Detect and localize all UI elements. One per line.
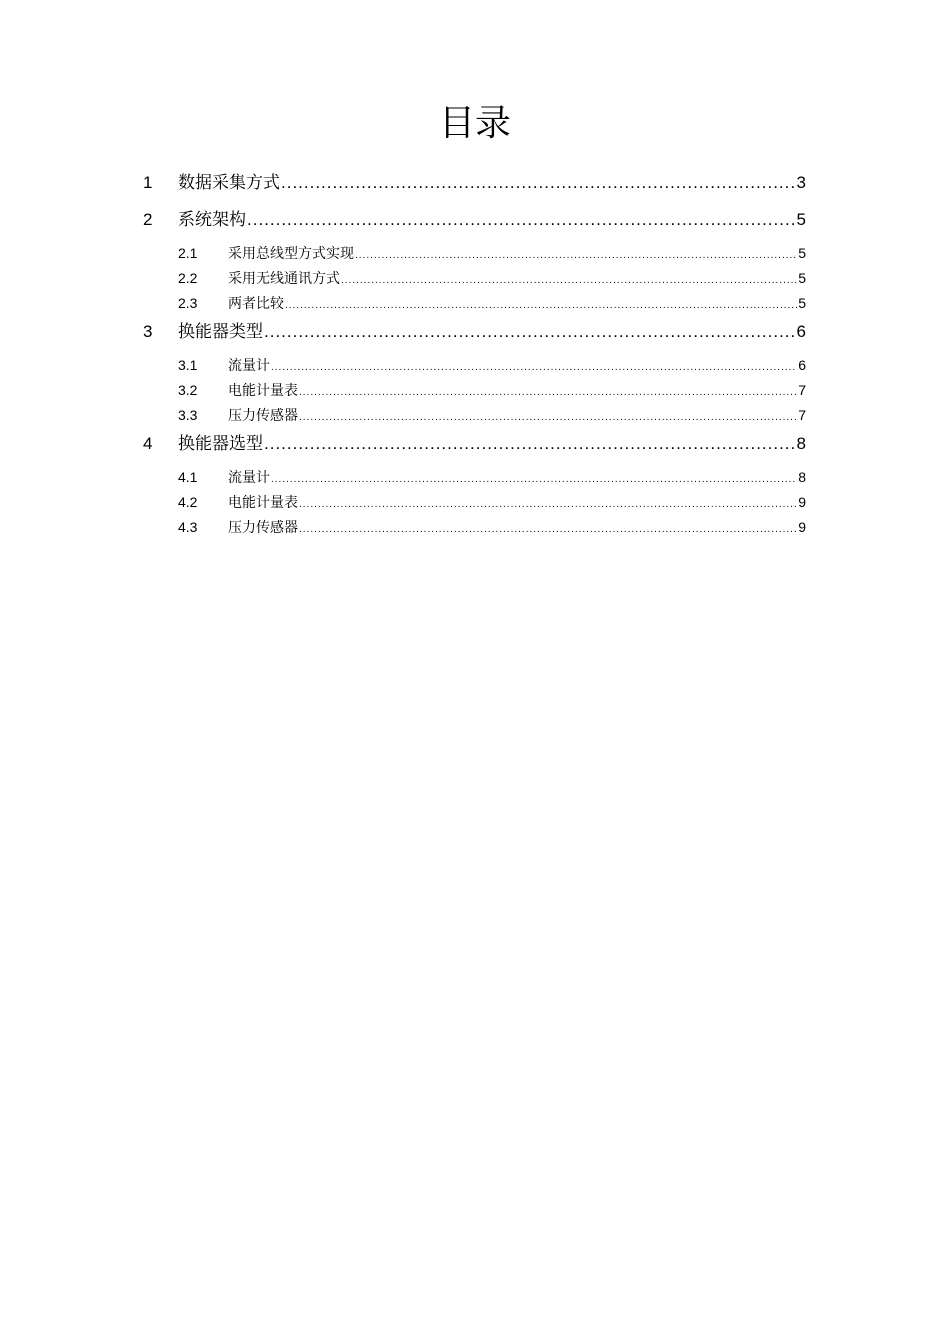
entry-page: 7 <box>798 382 806 398</box>
entry-text: 压力传感器 <box>228 408 298 424</box>
entry-page: 9 <box>798 494 806 510</box>
toc-entry-3-1[interactable] <box>178 356 806 377</box>
entry-page: 3 <box>796 173 806 192</box>
entry-text: 换能器选型 <box>178 434 263 454</box>
dot-leader <box>281 172 796 194</box>
toc-entry-2[interactable] <box>143 209 806 231</box>
entry-number: 3.3 <box>178 407 198 423</box>
toc-entry-2-3[interactable] <box>178 294 806 315</box>
dot-leader <box>285 297 797 315</box>
dot-leader <box>271 359 797 377</box>
entry-text: 电能计量表 <box>228 495 298 511</box>
entry-text: 系统架构 <box>178 210 246 230</box>
entry-number: 4.2 <box>178 494 198 510</box>
entry-text: 流量计 <box>228 358 270 374</box>
entry-number: 2.1 <box>178 245 198 261</box>
entry-page: 9 <box>798 519 806 535</box>
entry-text: 换能器类型 <box>178 322 263 342</box>
entry-number: 3 <box>143 322 153 341</box>
entry-page: 8 <box>798 469 806 485</box>
dot-leader <box>299 409 797 427</box>
dot-leader <box>264 321 796 343</box>
entry-number: 2.2 <box>178 270 198 286</box>
toc-entry-4-2[interactable] <box>178 493 806 514</box>
entry-text: 数据采集方式 <box>178 173 280 193</box>
entry-page: 5 <box>798 270 806 286</box>
entry-number: 4.1 <box>178 469 198 485</box>
dot-leader <box>264 433 796 455</box>
entry-page: 8 <box>796 434 806 453</box>
toc-entry-4-1[interactable] <box>178 468 806 489</box>
toc-entry-4-3[interactable] <box>178 518 806 539</box>
entry-text: 采用总线型方式实现 <box>228 246 354 262</box>
toc-entry-3-2[interactable] <box>178 381 806 402</box>
entry-text: 两者比较 <box>228 296 284 312</box>
toc-entry-3[interactable] <box>143 321 806 343</box>
dot-leader <box>299 521 797 539</box>
dot-leader <box>271 471 797 489</box>
toc-entry-4[interactable] <box>143 433 806 455</box>
entry-page: 6 <box>798 357 806 373</box>
dot-leader <box>355 247 797 265</box>
entry-page: 5 <box>798 295 806 311</box>
entry-number: 4 <box>143 434 153 453</box>
entry-number: 2 <box>143 210 153 229</box>
toc-title: 目录 <box>438 103 511 144</box>
toc-entry-1[interactable] <box>143 172 806 194</box>
dot-leader <box>299 496 797 514</box>
entry-text: 压力传感器 <box>228 520 298 536</box>
entry-text: 采用无线通讯方式 <box>228 271 340 287</box>
toc-entry-2-2[interactable] <box>178 269 806 290</box>
entry-number: 2.3 <box>178 295 198 311</box>
entry-text: 电能计量表 <box>228 383 298 399</box>
entry-number: 1 <box>143 173 153 192</box>
entry-page: 6 <box>796 322 806 341</box>
toc-entry-3-3[interactable] <box>178 406 806 427</box>
entry-page: 5 <box>796 210 806 229</box>
dot-leader <box>247 209 796 231</box>
entry-page: 5 <box>798 245 806 261</box>
dot-leader <box>341 272 797 290</box>
entry-number: 4.3 <box>178 519 198 535</box>
entry-text: 流量计 <box>228 470 270 486</box>
entry-number: 3.1 <box>178 357 198 373</box>
dot-leader <box>299 384 797 402</box>
entry-number: 3.2 <box>178 382 198 398</box>
toc-entry-2-1[interactable] <box>178 244 806 265</box>
entry-page: 7 <box>798 407 806 423</box>
